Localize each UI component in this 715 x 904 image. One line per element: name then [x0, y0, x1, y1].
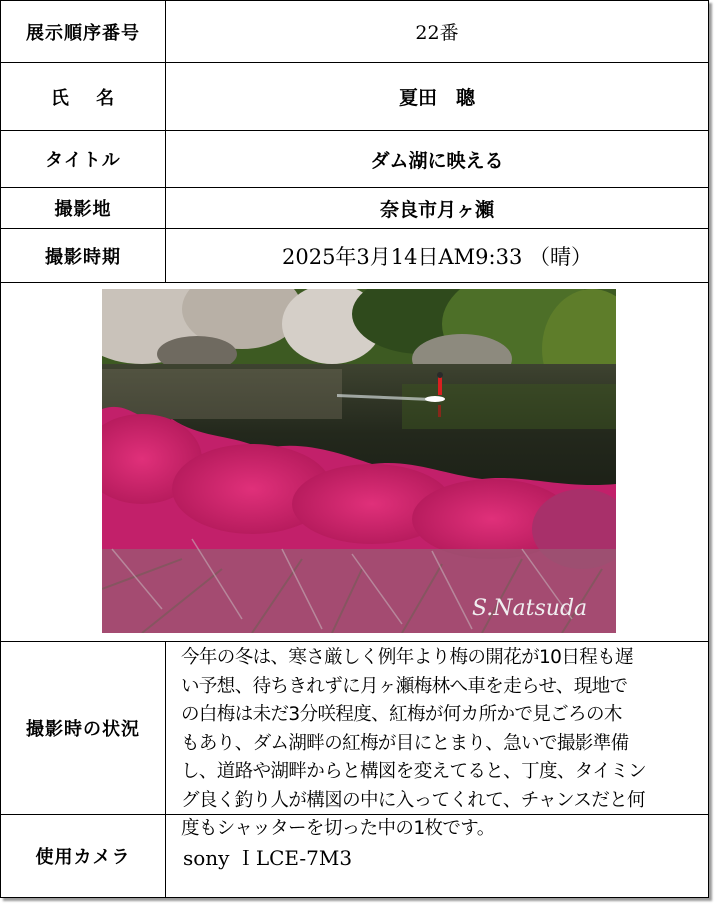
location-label: 撮影地	[1, 188, 166, 228]
exhibit-number-label: 展示順序番号	[1, 1, 166, 62]
exhibit-number-value: 22番	[415, 22, 459, 44]
name-label: 氏 名	[1, 63, 166, 130]
photographer-signature: S.Natsuda	[472, 596, 588, 621]
camera-value: sony ＩLCE-7M3	[183, 845, 353, 870]
title-value: ダム湖に映える	[370, 149, 504, 172]
situation-line: 今年の冬は、寒さ厳しく例年より梅の開花が10日程も遅	[181, 647, 633, 668]
situation-line: の白梅は未だ3分咲程度、紅梅が何カ所かで見ごろの木	[181, 704, 622, 725]
camera-label: 使用カメラ	[1, 815, 166, 897]
row-camera	[1, 815, 708, 897]
row-situation	[1, 642, 708, 839]
situation-line: もあり、ダム湖畔の紅梅が目にとまり、急いで撮影準備	[181, 732, 629, 754]
row-exhibit-number	[1, 1, 708, 63]
photo-row	[1, 283, 708, 642]
situation-line: い予想、待ちきれずに月ヶ瀬梅林へ車を走らせ、現地で	[181, 675, 628, 697]
datetime-label: 撮影時期	[1, 229, 166, 282]
row-datetime	[1, 229, 708, 283]
location-value: 奈良市月ヶ瀬	[379, 198, 494, 221]
row-name	[1, 63, 708, 131]
situation-label: 撮影時の状況	[1, 642, 166, 814]
row-location	[1, 188, 708, 229]
situation-line: グ良く釣り人が構図の中に入ってくれて、チャンスだと何	[181, 789, 645, 811]
situation-line: し、道路や湖畔からと構図を変えてると、丁度、タイミン	[181, 761, 647, 782]
title-label: タイトル	[1, 131, 166, 187]
landscape-photo	[102, 289, 616, 633]
row-title	[1, 131, 708, 188]
datetime-value: 2025年3月14日AM9:33 （晴）	[281, 244, 593, 269]
name-value: 夏田 聰	[398, 87, 475, 109]
situation-text	[181, 644, 702, 844]
situation-line: 度もシャッターを切った中の1枚です。	[181, 818, 495, 839]
